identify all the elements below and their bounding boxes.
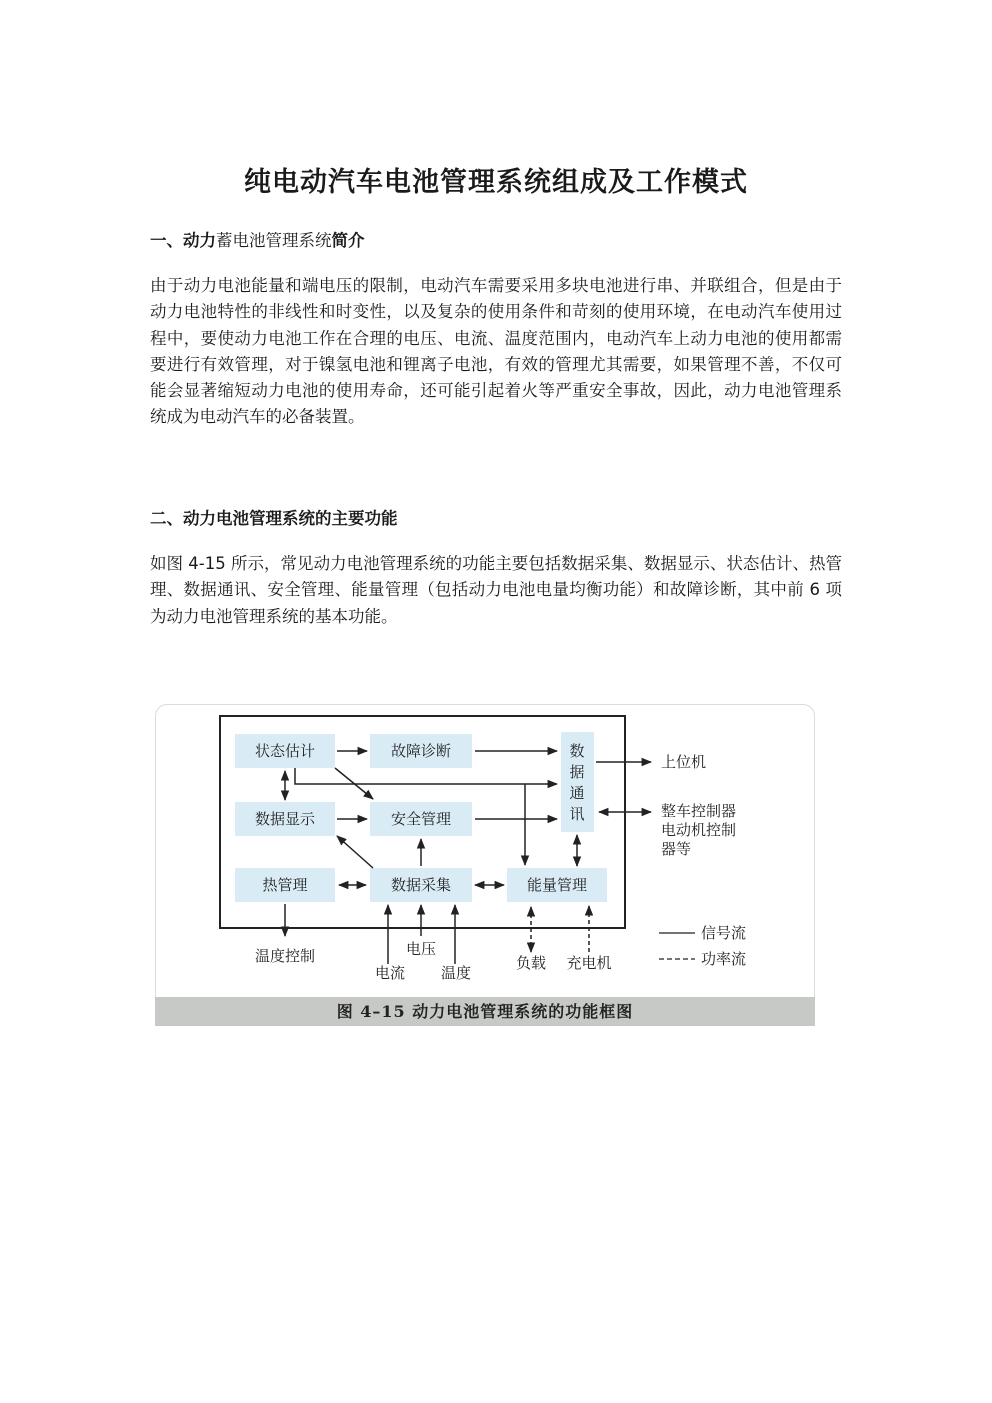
label-voltage: 电压 [405, 940, 437, 958]
label-charger: 充电机 [566, 954, 612, 972]
box-data-acquisition-label: 数据采集 [390, 876, 452, 894]
label-vehicle-controller-2: 电动机控制 [661, 821, 737, 839]
figure-caption: 图 4–15 动力电池管理系统的功能框图 [155, 997, 815, 1026]
label-current: 电流 [374, 964, 406, 982]
section-1-heading-middle: 蓄电池管理系统 [216, 231, 332, 250]
section-2-paragraph: 如图 4-15 所示，常见动力电池管理系统的功能主要包括数据采集、数据显示、状态估计、热管理、数据通讯、安全管理、能量管理（包括动力电池电量均衡功能）和故障诊断，其中前 6 项为动力电池管理系统的基本功能。 [150, 554, 842, 626]
box-data-display [235, 802, 335, 836]
legend-power-label: 功率流 [701, 950, 747, 968]
section-1-heading-suffix: 简介 [331, 231, 365, 250]
box-energy-management [507, 868, 607, 902]
legend-signal-label: 信号流 [701, 924, 747, 942]
signal-arrows [285, 751, 651, 964]
document-title: 纯电动汽车电池管理系统组成及工作模式 [244, 167, 748, 198]
box-data-comm-char-4: 讯 [569, 805, 585, 823]
label-vehicle-controller-3: 器等 [661, 840, 692, 858]
legend [659, 924, 746, 968]
box-thermal-management-label: 热管理 [262, 876, 308, 894]
box-safety-management [370, 802, 472, 836]
box-safety-management-label: 安全管理 [390, 810, 452, 828]
box-state-estimation-label: 状态估计 [254, 742, 316, 760]
section-1-heading-prefix: 一、动力 [150, 231, 216, 250]
box-data-communication [561, 732, 594, 832]
box-data-comm-char-3: 通 [569, 784, 585, 802]
label-host-computer: 上位机 [661, 753, 707, 771]
box-data-comm-char-2: 据 [569, 763, 585, 781]
section-1-heading [150, 227, 365, 251]
label-load: 负载 [515, 954, 547, 972]
box-thermal-management [235, 868, 335, 902]
box-data-comm-char-1: 数 [569, 742, 585, 760]
label-vehicle-controller-1: 整车控制器 [661, 802, 737, 820]
bms-function-diagram [155, 704, 815, 1026]
box-fault-diagnosis [370, 734, 472, 768]
box-fault-diagnosis-label: 故障诊断 [390, 742, 452, 760]
box-state-estimation [235, 734, 335, 768]
box-data-display-label: 数据显示 [254, 810, 316, 828]
box-energy-management-label: 能量管理 [526, 876, 588, 894]
label-temperature-control: 温度控制 [254, 947, 316, 965]
section-1-paragraph: 由于动力电池能量和端电压的限制，电动汽车需要采用多块电池进行串、并联组合，但是由于动力电池特性的非线性和时变性，以及复杂的使用条件和苛刻的使用环境，在电动汽车使用过程中，要使动力电池工作在合理的电压、电流、温度范围内，电动汽车上动力电池的使用都需要进行有效管理，对于镍氢电池和锂离子电池，有效的管理尤其需要，如果管理不善，不仅可能会显著缩短动力电池的使用寿命，还可能引起着火等严重安全事故，因此，动力电池管理系统成为电动汽车的必备装置。 [150, 276, 842, 427]
diagram-canvas [155, 704, 815, 1026]
section-2-heading: 二、动力电池管理系统的主要功能 [150, 509, 398, 528]
box-data-acquisition [370, 868, 472, 902]
label-temperature: 温度 [440, 964, 472, 982]
